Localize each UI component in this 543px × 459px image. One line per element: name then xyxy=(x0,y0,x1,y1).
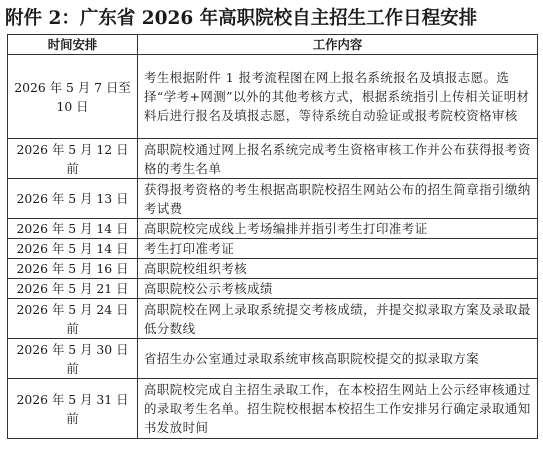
table-row xyxy=(8,179,538,219)
table-row xyxy=(8,339,538,379)
row-content: 省招生办公室通过录取系统审核高职院校提交的拟录取方案 xyxy=(138,339,538,379)
row-content: 高职院校公示考核成绩 xyxy=(138,279,538,299)
table-row xyxy=(8,139,538,179)
row-content: 高职院校完成线上考场编排并指引考生打印准考证 xyxy=(138,219,538,239)
row-date: 2026 年 5 月 31 日前 xyxy=(8,379,138,439)
header-content: 工作内容 xyxy=(138,35,538,55)
row-content: 高职院校组织考核 xyxy=(138,259,538,279)
table-row xyxy=(8,55,538,139)
row-date: 2026 年 5 月 16 日 xyxy=(8,259,138,279)
table-row xyxy=(8,379,538,439)
row-content: 考生打印准考证 xyxy=(138,239,538,259)
row-content: 高职院校通过网上报名系统完成考生资格审核工作并公布获得报考资格的考生名单 xyxy=(138,139,538,179)
row-date: 2026 年 5 月 30 日前 xyxy=(8,339,138,379)
row-date: 2026 年 5 月 24 日前 xyxy=(8,299,138,339)
table-row xyxy=(8,279,538,299)
header-date: 时间安排 xyxy=(8,35,138,55)
row-date: 2026 年 5 月 14 日 xyxy=(8,219,138,239)
table-row xyxy=(8,219,538,239)
table-row xyxy=(8,299,538,339)
row-date: 2026 年 5 月 14 日 xyxy=(8,239,138,259)
row-date: 2026 年 5 月 13 日 xyxy=(8,179,138,219)
row-content: 获得报考资格的考生根据高职院校招生网站公布的招生简章指引缴纳考试费 xyxy=(138,179,538,219)
document-title: 附件 2：广东省 2026 年高职院校自主招生工作日程安排 xyxy=(5,8,478,29)
row-date: 2026 年 5 月 12 日前 xyxy=(8,139,138,179)
row-date: 2026 年 5 月 7 日至 10 日 xyxy=(8,55,138,139)
row-content: 高职院校在网上录取系统提交考核成绩，并提交拟录取方案及录取最低分数线 xyxy=(138,299,538,339)
table-row xyxy=(8,259,538,279)
table-row xyxy=(8,239,538,259)
row-content: 考生根据附件 1 报考流程图在网上报名系统报名及填报志愿。选择“学考+网测”以外的其他考核方式，根据系统指引上传相关证明材料后进行报名及填报志愿，等待系统自动验证或报考院校资格审核 xyxy=(138,55,538,139)
schedule-table xyxy=(7,34,538,439)
row-date: 2026 年 5 月 21 日 xyxy=(8,279,138,299)
table-header-row xyxy=(8,35,538,55)
row-content: 高职院校完成自主招生录取工作，在本校招生网站上公示经审核通过的录取考生名单。招生院校根据本校招生工作安排另行确定录取通知书发放时间 xyxy=(138,379,538,439)
